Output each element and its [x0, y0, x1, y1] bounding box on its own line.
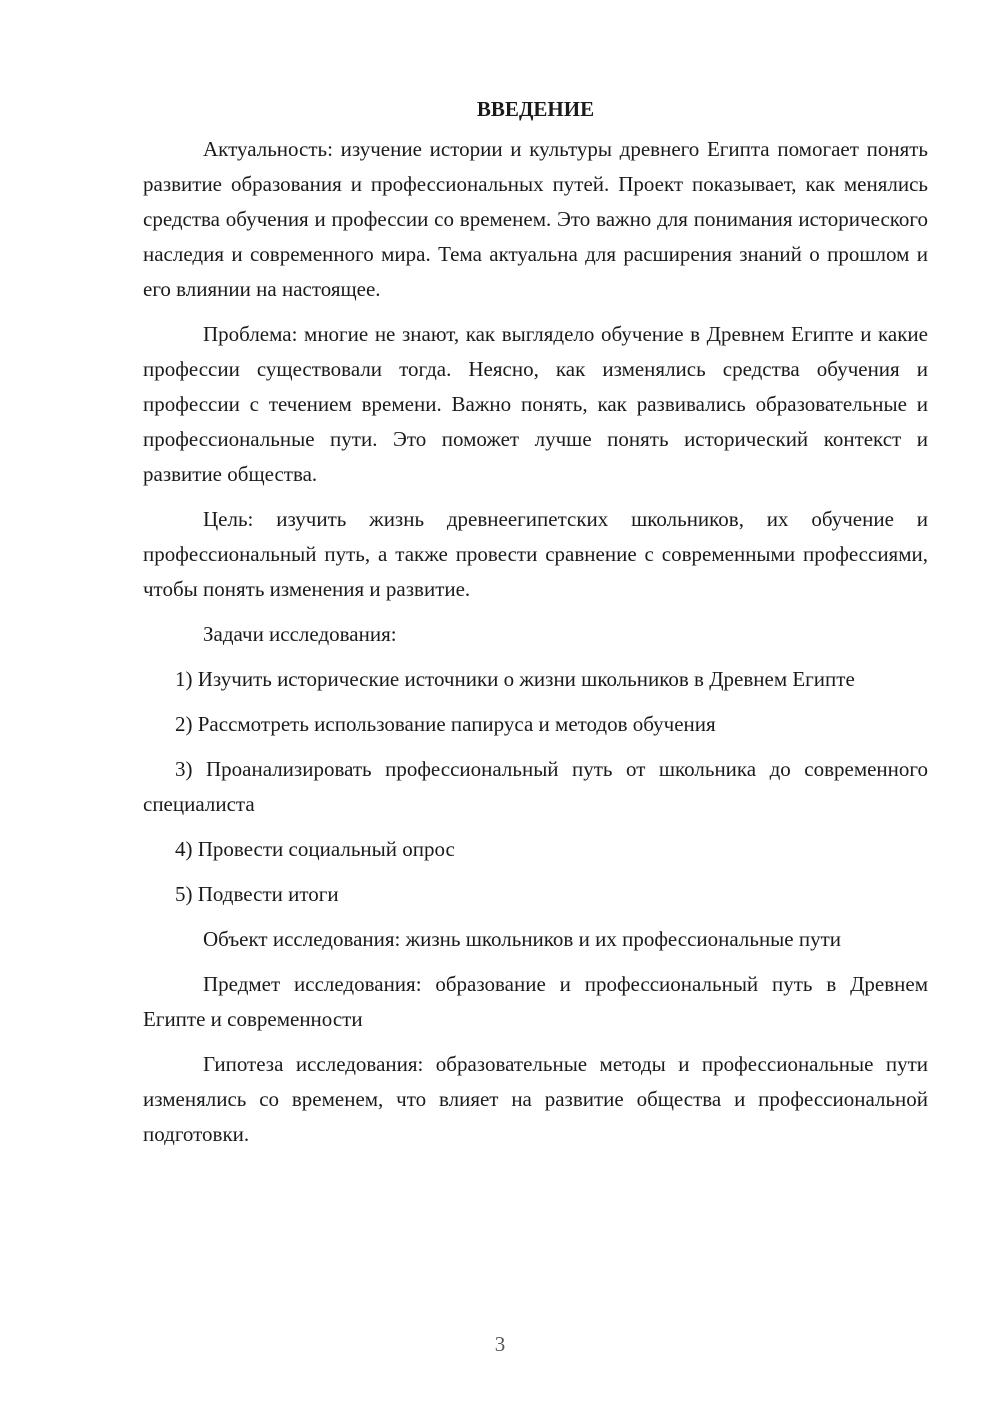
page-title: ВВЕДЕНИЕ	[476, 97, 595, 121]
document-page	[143, 92, 928, 1162]
goal-paragraph: Цель: изучить жизнь древнеегипетских школьников, их обучение и профессиональный путь, а также провести сравнение с современными профессиями, чтобы понять изменения и развитие.	[143, 507, 928, 601]
task-item-5: 5) Подвести итоги	[175, 882, 339, 906]
task-item-2: 2) Рассмотреть использование папируса и методов обучения	[175, 712, 716, 736]
task-item-4: 4) Провести социальный опрос	[175, 837, 455, 861]
relevance-paragraph: Актуальность: изучение истории и культуры древнего Египта помогает понять развитие образования и профессиональных путей. Проект показывает, как менялись средства обучения и профессии со временем. Это важно для понимания исторического наследия и современного мира. Тема актуальна для расширения знаний о прошлом и его влиянии на настоящее.	[143, 137, 928, 301]
subject-paragraph: Предмет исследования: образование и профессиональный путь в Древнем Египте и современности	[143, 972, 928, 1031]
object-paragraph: Объект исследования: жизнь школьников и их профессиональные пути	[203, 927, 842, 951]
hypothesis-paragraph: Гипотеза исследования: образовательные методы и профессиональные пути изменялись со временем, что влияет на развитие общества и профессиональной подготовки.	[143, 1052, 928, 1146]
task-item-3: 3) Проанализировать профессиональный путь от школьника до современного специалиста	[143, 757, 928, 816]
task-item-1: 1) Изучить исторические источники о жизни школьников в Древнем Египте	[175, 667, 855, 691]
problem-paragraph: Проблема: многие не знают, как выглядело обучение в Древнем Египте и какие профессии существовали тогда. Неясно, как изменялись средства обучения и профессии с течением времени. Важно понять, как развивались образовательные и профессиональные пути. Это поможет лучше понять исторический контекст и развитие общества.	[143, 322, 928, 486]
page-number: 3	[494, 1332, 506, 1356]
tasks-title: Задачи исследования:	[203, 622, 397, 646]
